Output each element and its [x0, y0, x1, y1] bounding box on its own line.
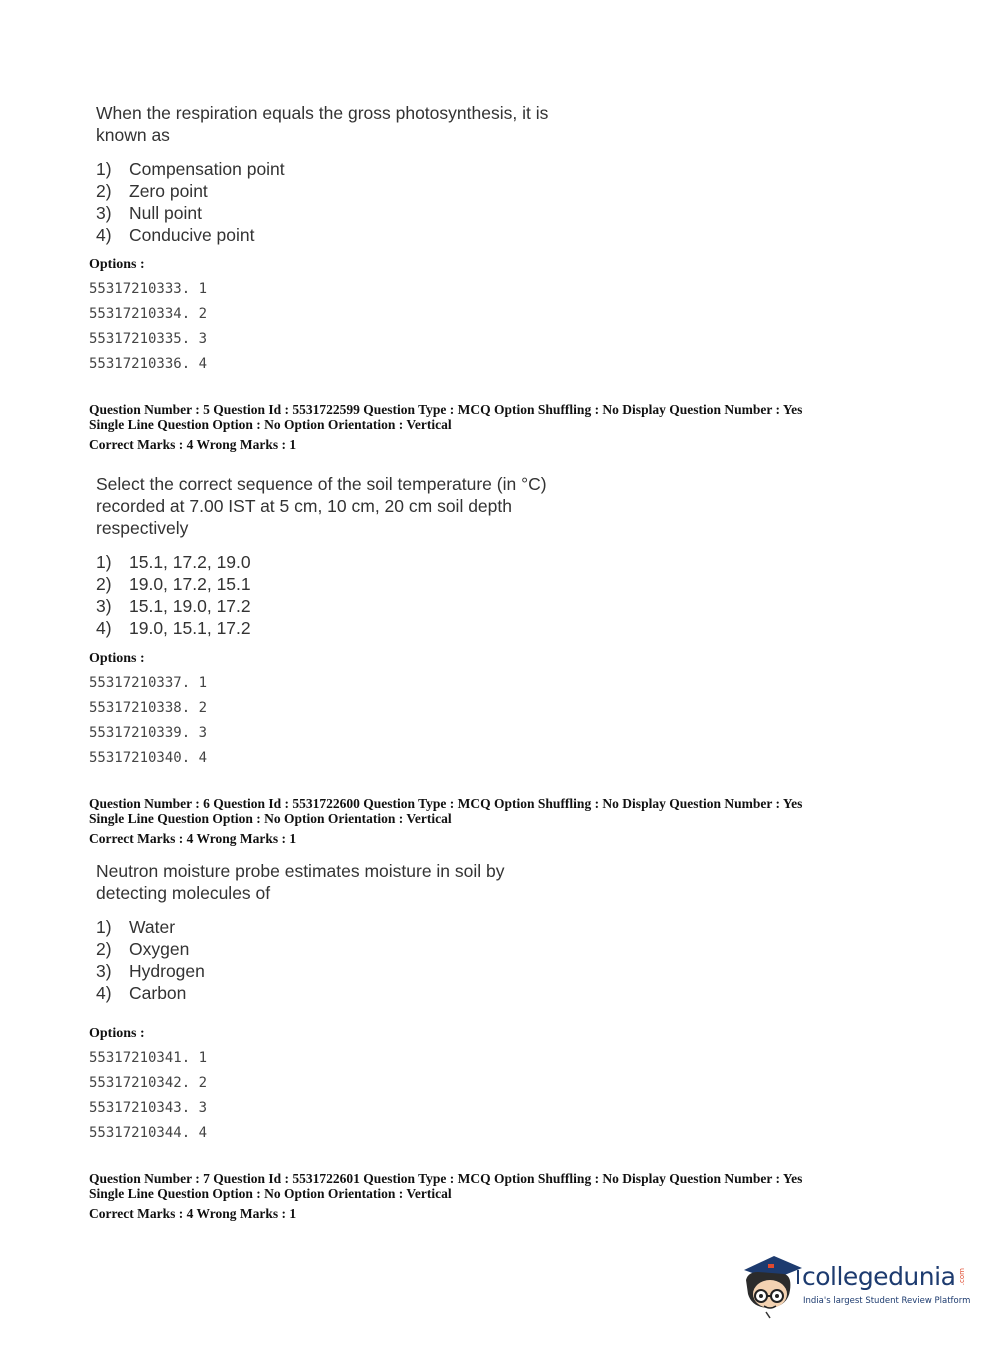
options-label: Options :: [89, 651, 145, 666]
question-5-options: [89, 651, 207, 771]
option-id: 55317210339. 3: [89, 725, 208, 741]
choice-list: [96, 916, 505, 1004]
option-id: 55317210338. 2: [89, 700, 208, 716]
option-id: 55317210344. 4: [89, 1125, 208, 1141]
option-id: 55317210336. 4: [89, 356, 208, 372]
question-text: Neutron moisture probe estimates moisture in soil by detecting molecules of: [96, 861, 505, 903]
logo-wordmark: collegedunia: [802, 1262, 956, 1291]
choice-item: 3) 15.1, 19.0, 17.2: [96, 596, 251, 616]
choice-list: [96, 551, 547, 639]
option-id: 55317210333. 1: [89, 281, 208, 297]
question-text: When the respiration equals the gross photosynthesis, it is known as: [96, 103, 549, 145]
choice-item: 4) Conducive point: [96, 225, 255, 245]
logo-suffix: .com: [958, 1268, 966, 1286]
choice-item: 2) Zero point: [96, 181, 208, 201]
choice-item: 2) Oxygen: [96, 939, 190, 959]
question-text: Select the correct sequence of the soil temperature (in °C) recorded at 7.00 IST at 5 cm, 10 cm, 20 cm soil depth respectively: [96, 474, 547, 538]
option-id: 55317210341. 1: [89, 1050, 208, 1066]
option-id: 55317210343. 3: [89, 1100, 208, 1116]
choice-item: 2) 19.0, 17.2, 15.1: [96, 574, 251, 594]
options-label: Options :: [89, 1026, 145, 1041]
choice-item: 3) Null point: [96, 203, 202, 223]
question-4-body: [96, 102, 548, 246]
choice-item: 4) 19.0, 15.1, 17.2: [96, 618, 251, 638]
option-id: 55317210337. 1: [89, 675, 208, 691]
option-id: 55317210335. 3: [89, 331, 208, 347]
choice-list: [96, 158, 548, 246]
logo-tagline: India's largest Student Review Platform: [803, 1296, 971, 1306]
question-6-meta: Question Number : 6 Question Id : 5531722600 Question Type : MCQ Option Shuffling : No Display Question Number : Yes Single Line Question Option : No Option Orientation : Vertical Correct Marks : 4 Wrong Marks : 1: [89, 796, 803, 846]
option-id: 55317210340. 4: [89, 750, 208, 766]
options-label: Options :: [89, 257, 145, 272]
option-id: 55317210334. 2: [89, 306, 208, 322]
question-6-body: [96, 860, 505, 1004]
collegedunia-logo[interactable]: [740, 1250, 970, 1320]
question-5-meta: Question Number : 5 Question Id : 5531722599 Question Type : MCQ Option Shuffling : No Display Question Number : Yes Single Line Question Option : No Option Orientation : Vertical Correct Marks : 4 Wrong Marks : 1: [89, 402, 803, 452]
question-7-meta: Question Number : 7 Question Id : 5531722601 Question Type : MCQ Option Shuffling : No Display Question Number : Yes Single Line Question Option : No Option Orientation : Vertical Correct Marks : 4 Wrong Marks : 1: [89, 1171, 803, 1221]
question-4-options: [89, 257, 207, 377]
choice-item: 1) Water: [96, 917, 176, 937]
choice-item: 3) Hydrogen: [96, 961, 205, 981]
choice-item: 1) Compensation point: [96, 159, 285, 179]
graduate-mascot-icon: [740, 1250, 802, 1320]
choice-item: 4) Carbon: [96, 983, 187, 1003]
option-id: 55317210342. 2: [89, 1075, 208, 1091]
question-5-body: [96, 473, 547, 639]
question-6-options: [89, 1026, 207, 1146]
choice-item: 1) 15.1, 17.2, 19.0: [96, 552, 251, 572]
